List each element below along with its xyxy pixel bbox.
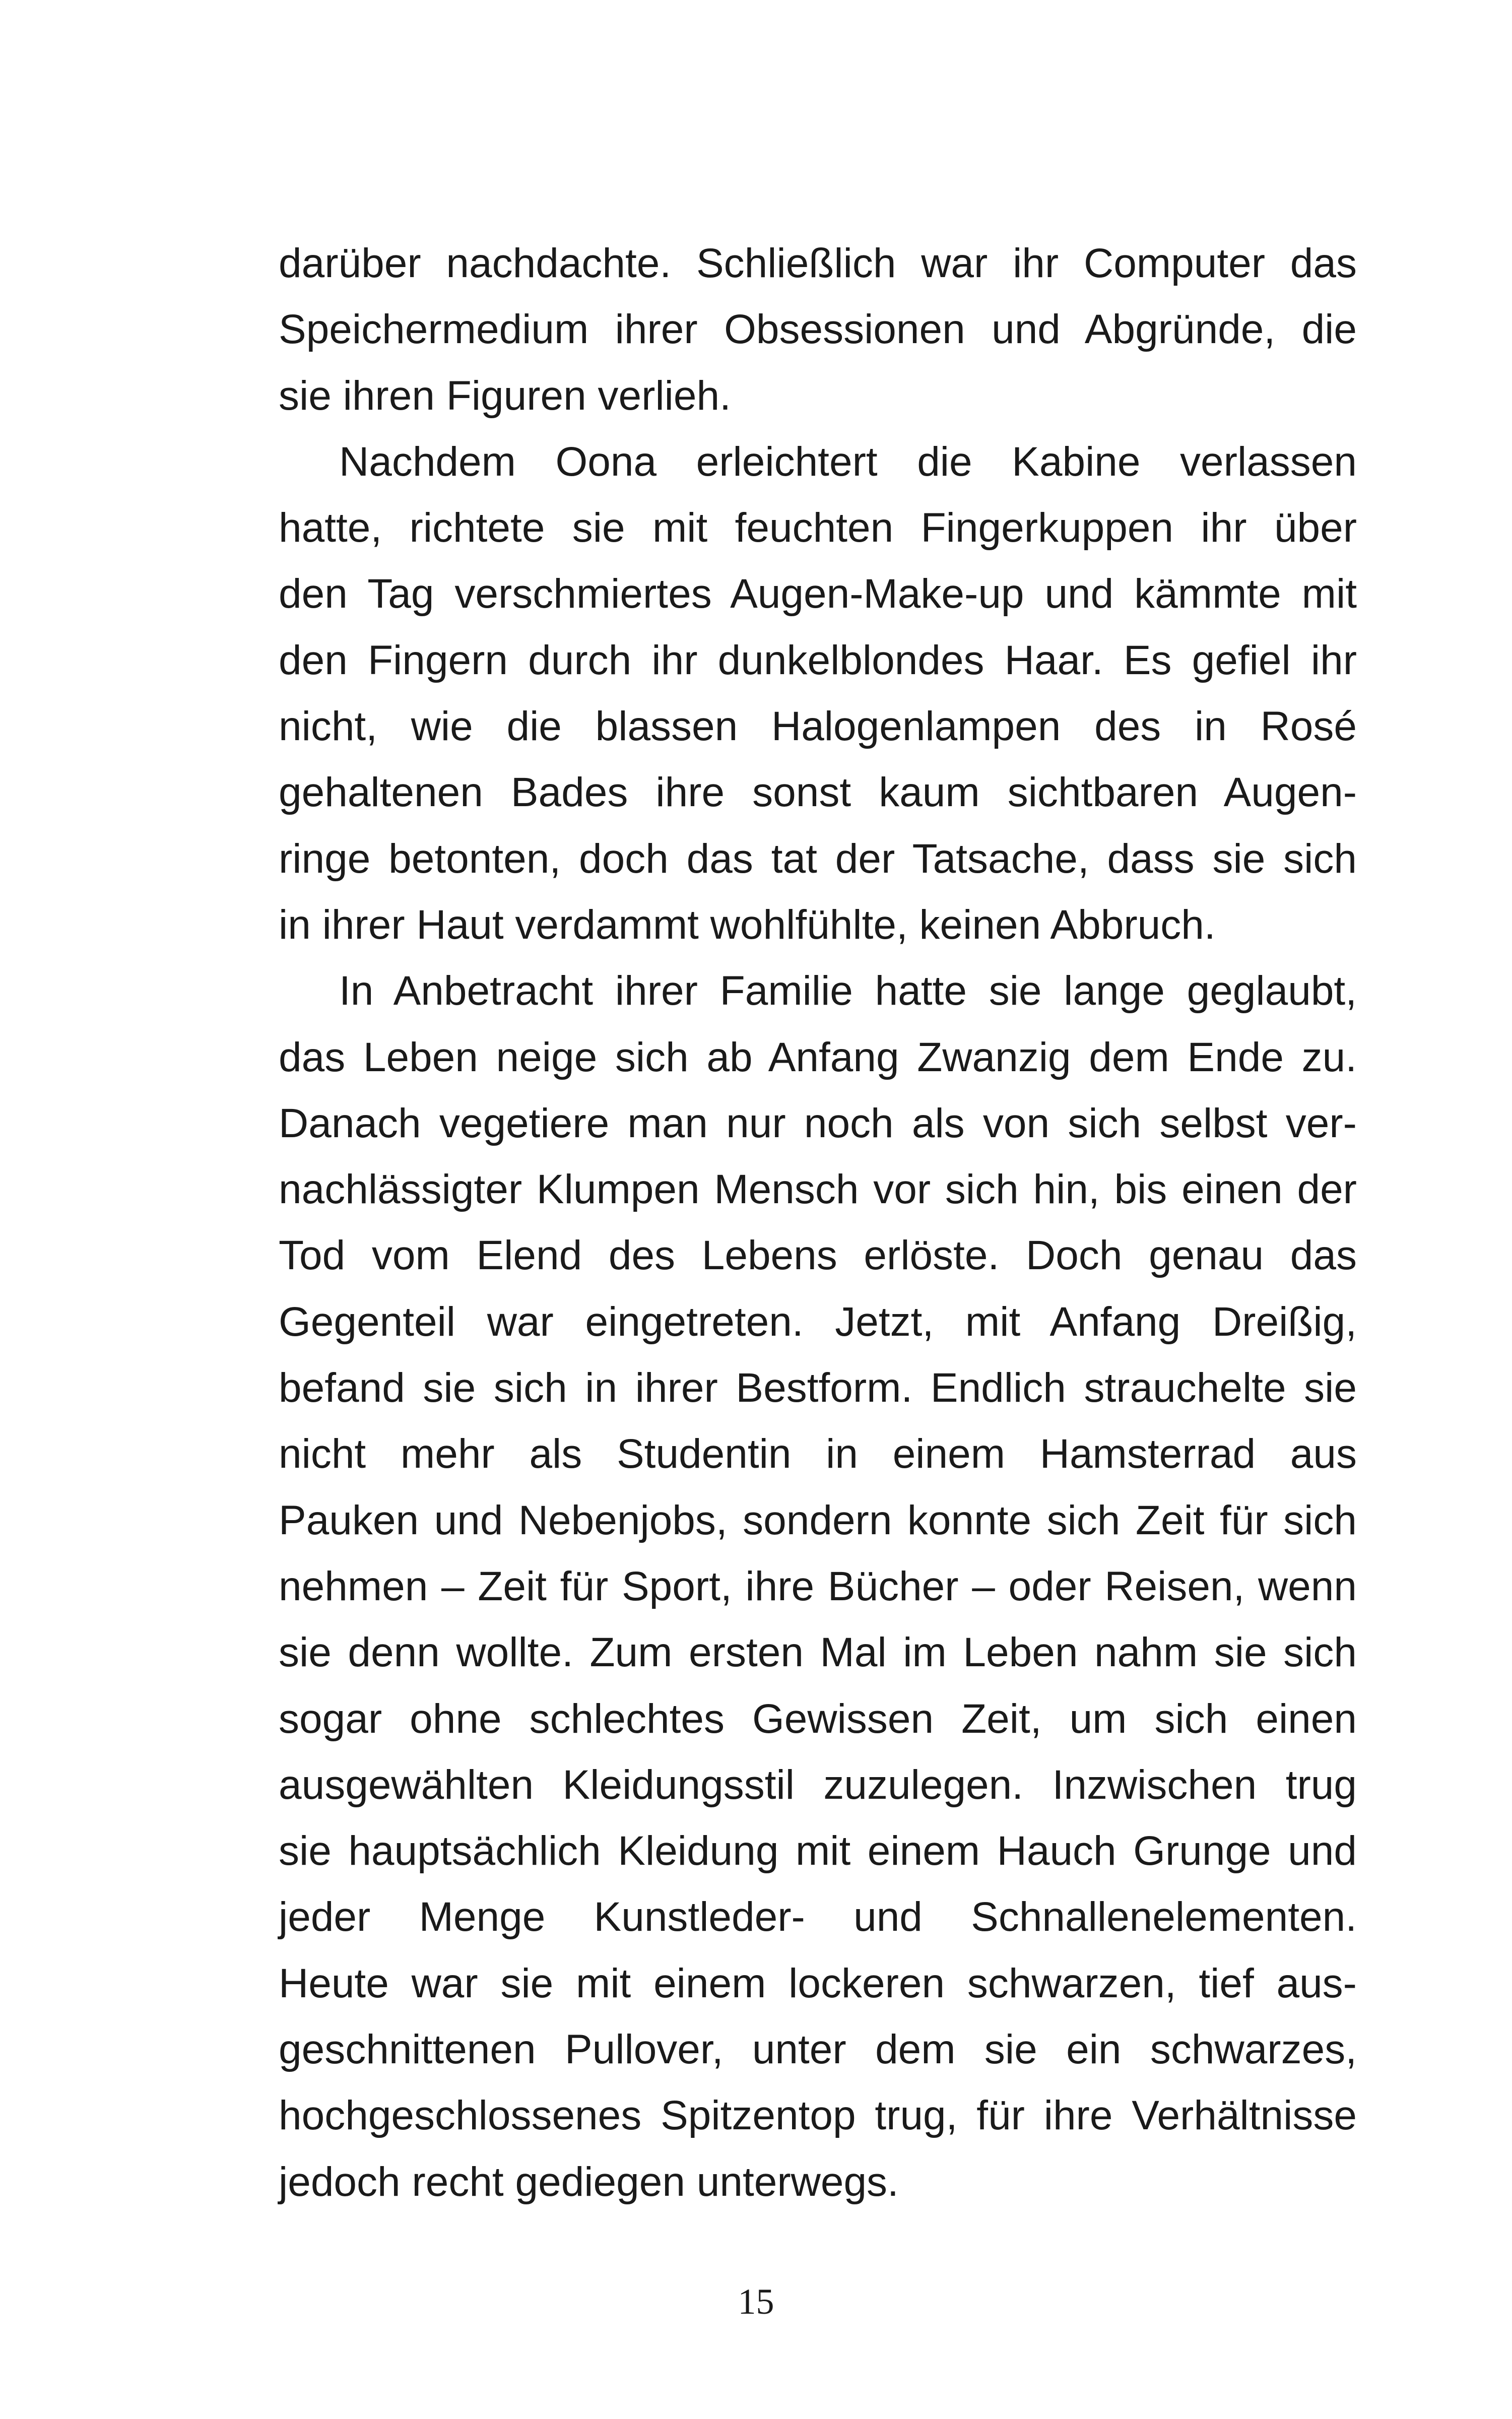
- text-line: gehaltenen Bades ihre sonst kaum sichtbaren Augen-: [279, 769, 1357, 816]
- paragraph: [279, 230, 1357, 429]
- text-line: geschnittenen Pullover, unter dem sie ein schwarzes,: [279, 2026, 1357, 2073]
- page-number: 15: [738, 2281, 774, 2322]
- text-line: nicht, wie die blassen Halogenlampen des in Rosé: [279, 703, 1357, 750]
- text-line: sie ihren Figuren verlieh.: [279, 372, 731, 419]
- text-line: darüber nachdachte. Schließlich war ihr Computer das: [279, 240, 1357, 286]
- text-line: Speichermedium ihrer Obsessionen und Abgründe, die: [279, 306, 1357, 353]
- text-line: ringe betonten, doch das tat der Tatsache, dass sie sich: [279, 835, 1357, 882]
- text-line: Nachdem Oona erleichtert die Kabine verlassen: [339, 438, 1357, 485]
- text-line: hochgeschlossenes Spitzentop trug, für ihre Verhältnisse: [279, 2093, 1357, 2139]
- text-line: nicht mehr als Studentin in einem Hamsterrad aus: [279, 1431, 1357, 1477]
- text-line: jeder Menge Kunstleder- und Schnallenelementen.: [279, 1894, 1357, 1940]
- paragraph: [279, 429, 1357, 958]
- text-line: Heute war sie mit einem lockeren schwarzen, tief aus-: [279, 1960, 1357, 2006]
- text-line: sie hauptsächlich Kleidung mit einem Hauch Grunge und: [279, 1828, 1357, 1874]
- paragraph: [279, 958, 1357, 2215]
- text-line: das Leben neige sich ab Anfang Zwanzig dem Ende zu.: [279, 1034, 1357, 1080]
- text-line: den Fingern durch ihr dunkelblondes Haar. Es gefiel ihr: [279, 637, 1357, 683]
- body-text: [279, 230, 1357, 2215]
- text-line: nehmen – Zeit für Sport, ihre Bücher – oder Reisen, wenn: [279, 1563, 1357, 1609]
- text-line: in ihrer Haut verdammt wohlfühlte, keinen Abbruch.: [279, 901, 1216, 948]
- text-line: den Tag verschmiertes Augen-Make-up und kämmte mit: [279, 571, 1357, 617]
- text-line: Danach vegetiere man nur noch als von sich selbst ver-: [279, 1100, 1357, 1146]
- text-line: In Anbetracht ihrer Familie hatte sie lange geglaubt,: [339, 968, 1357, 1014]
- text-line: nachlässigter Klumpen Mensch vor sich hin, bis einen der: [279, 1166, 1357, 1213]
- text-line: befand sie sich in ihrer Bestform. Endlich strauchelte sie: [279, 1365, 1357, 1411]
- text-line: Tod vom Elend des Lebens erlöste. Doch genau das: [279, 1232, 1357, 1279]
- text-line: Gegenteil war eingetreten. Jetzt, mit Anfang Dreißig,: [279, 1298, 1357, 1345]
- text-line: sie denn wollte. Zum ersten Mal im Leben nahm sie sich: [279, 1629, 1357, 1676]
- text-line: hatte, richtete sie mit feuchten Fingerkuppen ihr über: [279, 505, 1357, 551]
- text-line: sogar ohne schlechtes Gewissen Zeit, um sich einen: [279, 1695, 1357, 1742]
- text-line: Pauken und Nebenjobs, sondern konnte sich Zeit für sich: [279, 1497, 1357, 1543]
- text-line: jedoch recht gediegen unterwegs.: [279, 2159, 899, 2205]
- text-line: ausgewählten Kleidungsstil zuzulegen. Inzwischen trug: [279, 1761, 1357, 1808]
